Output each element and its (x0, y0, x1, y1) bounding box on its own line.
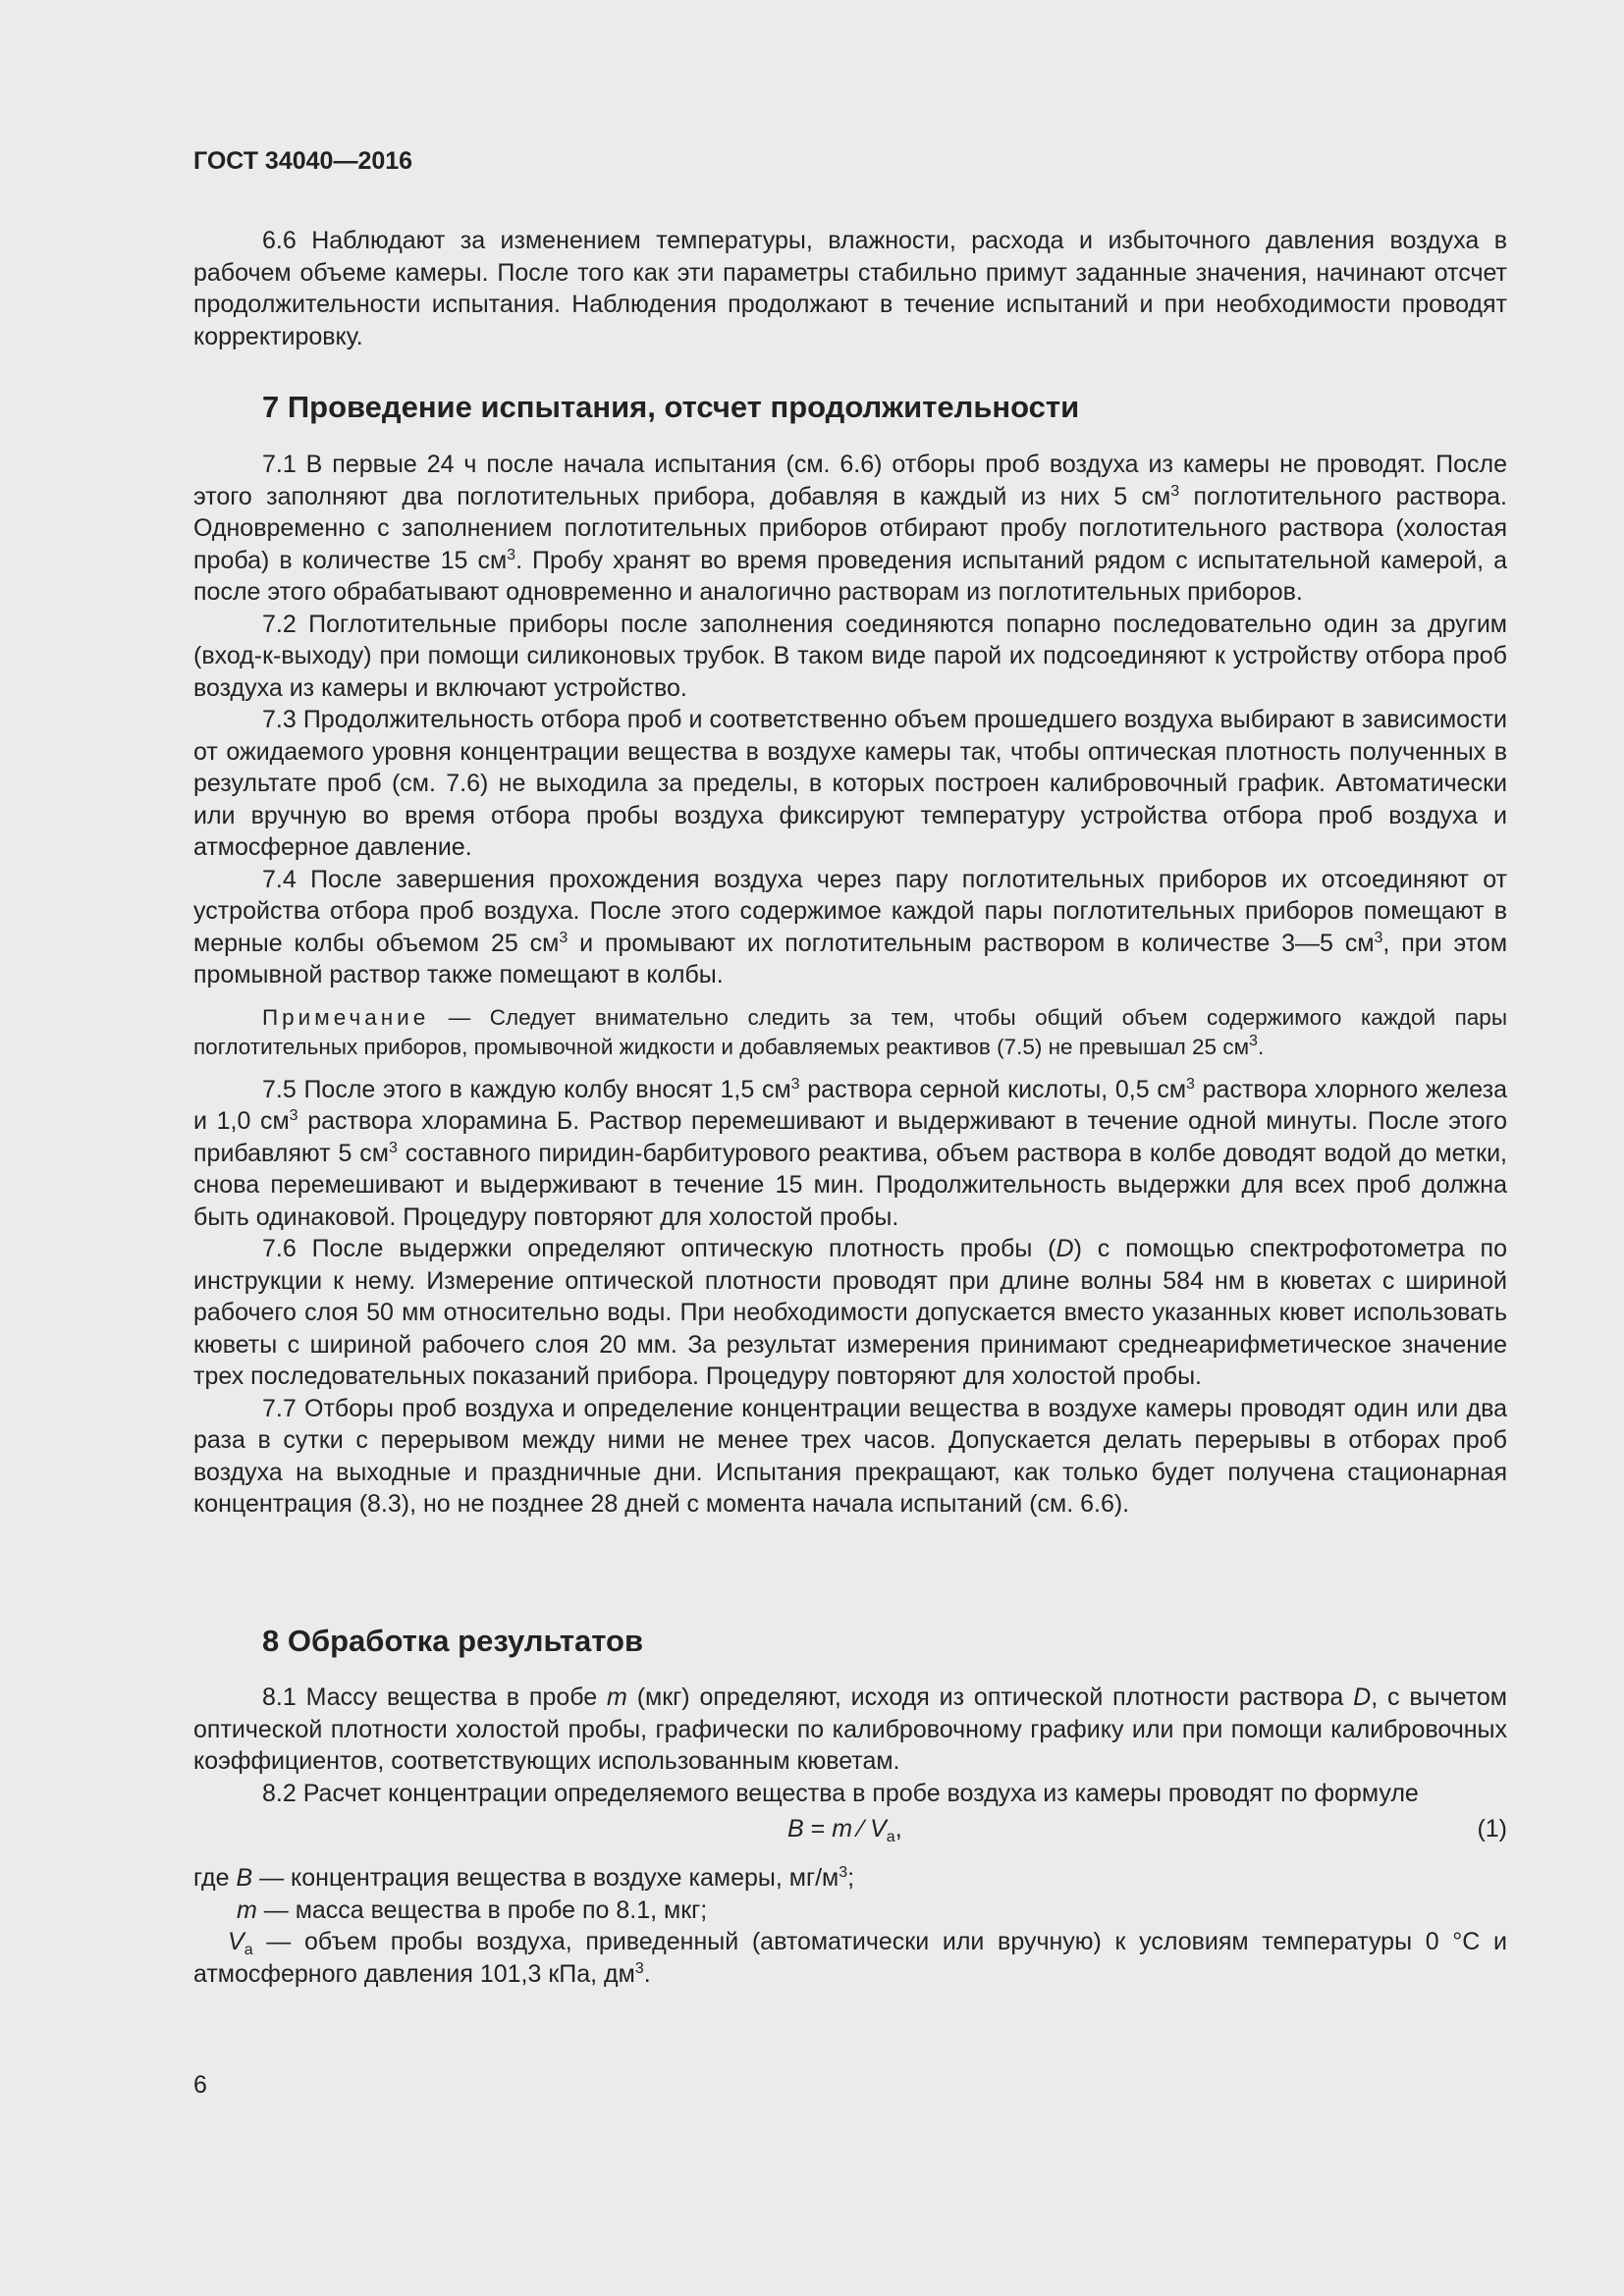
formula-1 (193, 1813, 1507, 1848)
paragraph-7-4: 7.4 После завершения прохождения воздуха через пару поглотительных приборов их отсоединяют от устройства отбора проб воздуха. После этого содержимое каждой пары поглотительных приборов помещают в мерные колбы объемом 25 $см^3$ и промывают их поглотительным раствором в количестве 3—5 $см^3$, при этом промывной раствор также помещают в колбы. (193, 865, 1508, 988)
section-7-body (193, 449, 1507, 1521)
formula-number: (1) (1477, 1815, 1507, 1842)
paragraph-7-6: 7.6 После выдержки определяют оптическую плотность пробы (D) с помощью спектрофотометра по инструкции к нему. Измерение оптической плотности проводят при длине волны 584 нм в кюветах с шириной рабочего слоя 50 мм относительно воды. При необходимости допускается вместо указанных кювет использовать кюветы с шириной рабочего слоя 20 мм. За результат измерения принимают среднеарифметическое значение трех последовательных показаний прибора. Процедуру повторяют для холостой пробы. (193, 1235, 1507, 1390)
formula-expression: B = m ⁄ $V_a$, (787, 1815, 902, 1845)
page-number: 6 (193, 2071, 207, 2099)
paragraph-7-1: 7.1 В первые 24 ч после начала испытания (см. 6.6) отборы проб воздуха из камеры не проводят. После этого заполняют два поглотительных прибора, добавляя в каждый из них 5 $см^3$ поглотительного раствора. Одновременно с заполнением поглотительных приборов отбирают пробу поглотительного раствора (холостая проба) в количестве 15 $см^3$. Пробу хранят во время проведения испытаний рядом с испытательной камерой, а после этого обрабатывают одновременно и аналогично растворам из поглотительных приборов. (193, 451, 1508, 606)
document-id-header: ГОСТ 34040—2016 (193, 147, 413, 175)
section-8-heading: 8 Обработка результатов (262, 1624, 644, 1658)
paragraph-8-1: 8.1 Массу вещества в пробе m (мкг) определяют, исходя из оптической плотности раствора D, с вычетом оптической плотности холостой пробы, графически по калибровочному графику или при помощи калибровочных коэффициентов, соответствующих использованным кюветам. (193, 1683, 1507, 1775)
where-B: где B — концентрация вещества в воздухе камеры, $мг/м^3$; (193, 1864, 855, 1892)
paragraph-8-2: 8.2 Расчет концентрации определяемого вещества в пробе воздуха из камеры проводят по формуле (262, 1779, 1419, 1807)
section-7-heading: 7 Проведение испытания, отсчет продолжительности (262, 390, 1080, 424)
note-label: Примечание (262, 1004, 430, 1030)
where-Va: $V_a$ — объем пробы воздуха, приведенный (автоматически или вручную) к условиям температуры 0 °С и атмосферного давления 101,3 кПа, $дм^3$. (193, 1928, 1507, 1988)
paragraph-7-7: 7.7 Отборы проб воздуха и определение концентрации вещества в воздухе камеры проводят один или два раза в сутки с перерывом между ними не менее трех часов. Допускается делать перерывы в отборах проб воздуха на выходные и праздничные дни. Испытания прекращают, как только будет получена стационарная концентрация (8.3), но не позднее 28 дней с момента начала испытаний (см. 6.6). (193, 1394, 1507, 1518)
where-m: m — масса вещества в пробе по 8.1, мкг; (237, 1896, 708, 1924)
section-8-body (193, 1682, 1507, 1990)
paragraph-7-3: 7.3 Продолжительность отбора проб и соответственно объем прошедшего воздуха выбирают в зависимости от ожидаемого уровня концентрации вещества в воздухе камеры так, чтобы оптическая плотность полученных в результате проб (см. 7.6) не выходила за пределы, в которых построен калибровочный график. Автоматически или вручную во время отбора пробы воздуха фиксируют температуру устройства отбора проб воздуха и атмосферное давление. (193, 706, 1507, 861)
paragraph-7-2: 7.2 Поглотительные приборы после заполнения соединяются попарно последовательно один за другим (вход-к-выходу) при помощи силиконовых трубок. В таком виде парой их подсоединяют к устройству отбора проб воздуха из камеры и включают устройство. (193, 610, 1507, 702)
note-7-4: Примечание — Следует внимательно следить за тем, чтобы общий объем содержимого каждой пары поглотительных приборов, промывочной жидкости и добавляемых реактивов (7.5) не превышал 25 $см^3$. (193, 1004, 1507, 1059)
paragraph-6-6: 6.6 Наблюдают за изменением температуры, влажности, расхода и избыточного давления воздуха в рабочем объеме камеры. После того как эти параметры стабильно примут заданные значения, начинают отсчет продолжительности испытания. Наблюдения продолжают в течение испытаний и при необходимости проводят корректировку. (193, 227, 1507, 350)
paragraph-7-5: 7.5 После этого в каждую колбу вносят 1,5 $см^3$ раствора серной кислоты, 0,5 $см^3$ раствора хлорного железа и 1,0 $см^3$ раствора хлорамина Б. Раствор перемешивают и выдерживают в течение одной минуты. После этого прибавляют 5 $см^3$ составного пиридин-барбитурового реактива, объем раствора в колбе доводят водой до метки, снова перемешивают и выдерживают в течение 15 мин. Продолжительность выдержки для всех проб должна быть одинаковой. Процедуру повторяют для холостой пробы. (193, 1075, 1508, 1231)
